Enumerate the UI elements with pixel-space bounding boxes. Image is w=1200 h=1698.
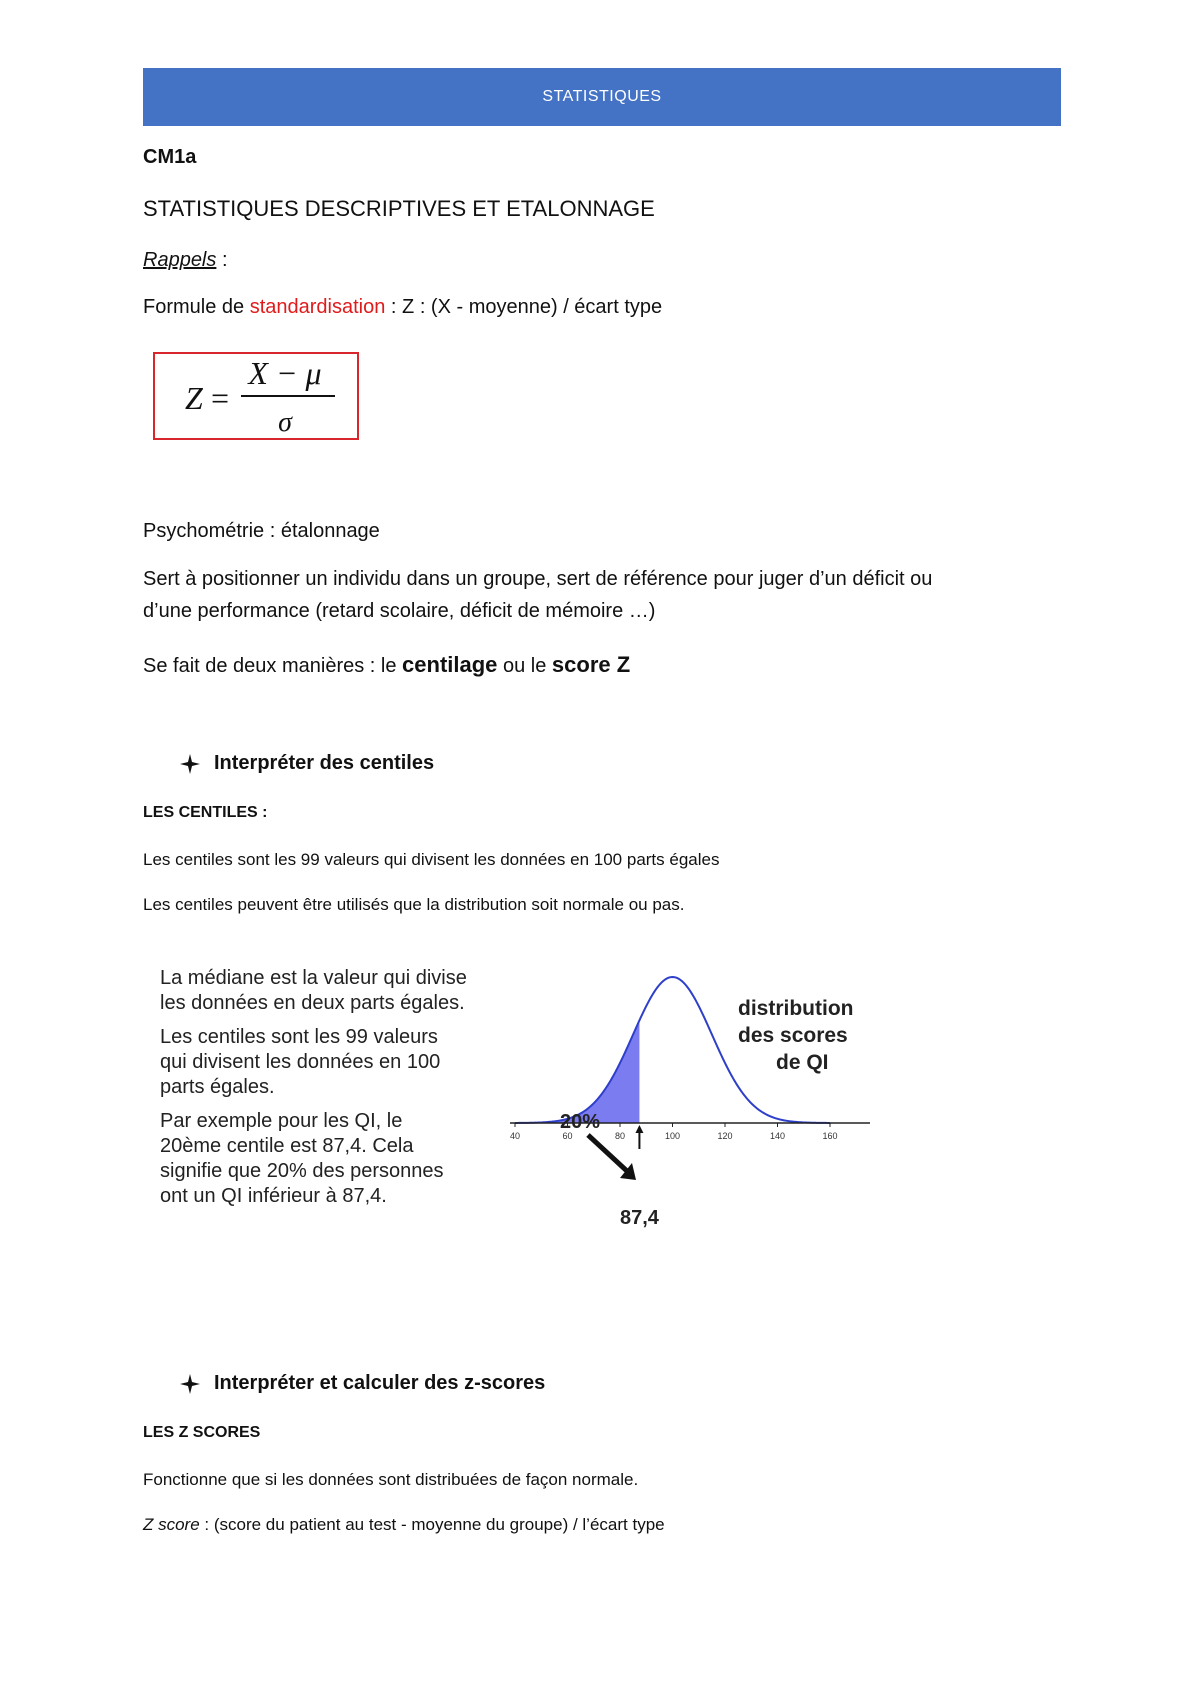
section-title: STATISTIQUES DESCRIPTIVES ET ETALONNAGE — [143, 196, 655, 221]
centiles-heading: LES CENTILES : — [143, 804, 268, 821]
x-tick-label-140: 140 — [769, 1131, 786, 1141]
rappels-colon: : — [216, 249, 228, 271]
formula-eq: = — [211, 380, 230, 416]
distribution-label-line-3: de QI — [776, 1051, 829, 1074]
x-tick-label-80: 80 — [614, 1131, 626, 1141]
zscores-paragraph-1: Fonctionne que si les données sont distribuées de façon normale. — [143, 1470, 639, 1489]
marker-label: 87,4 — [619, 1207, 659, 1229]
figure-para-2-line-2: qui divisent les données en 100 — [160, 1051, 441, 1073]
bullet-centiles — [180, 752, 434, 775]
formula-image — [153, 352, 359, 440]
rappels-line — [143, 249, 228, 272]
formula-line — [143, 296, 662, 319]
se-fait-centilage: centilage — [402, 652, 498, 677]
x-tick-label-100: 100 — [664, 1131, 681, 1141]
figure-para-3-line-1: Par exemple pour les QI, le — [160, 1110, 403, 1132]
se-fait-p1: Se fait de deux manières : le — [143, 655, 403, 677]
zscore-def-rest: : (score du patient au test - moyenne du groupe) / l’écart type — [199, 1515, 665, 1534]
marker-head — [635, 1125, 643, 1133]
x-tick-label-60: 60 — [562, 1131, 573, 1141]
bullet-centiles-label: Interpréter des centiles — [214, 752, 435, 774]
four-point-star-icon — [180, 754, 200, 774]
iq-distribution-chart — [510, 965, 880, 1235]
x-tick-label-160: 160 — [822, 1131, 838, 1141]
bullet-zscores-label: Interpréter et calculer des z-scores — [214, 1372, 546, 1394]
se-fait-score-z: score Z — [551, 652, 631, 677]
distribution-label-line-1: distribution — [738, 997, 854, 1020]
figure-para-1-line-2: les données en deux parts égales. — [160, 992, 465, 1014]
figure-para-2-line-1: Les centiles sont les 99 valeurs — [160, 1026, 438, 1048]
header-banner — [143, 68, 1061, 126]
zscore-def-label: Z score — [143, 1515, 200, 1534]
formula-svg — [155, 354, 361, 442]
formula-prefix: Formule de — [143, 296, 250, 318]
centiles-paragraph-1: Les centiles sont les 99 valeurs qui divisent les données en 100 parts égales — [143, 850, 720, 869]
arrow-icon — [588, 1135, 636, 1180]
zscore-definition — [143, 1515, 665, 1535]
centiles-paragraph-2: Les centiles peuvent être utilisés que la distribution soit normale ou pas. — [143, 895, 685, 914]
figure-para-3 — [160, 1109, 467, 1209]
distribution-label-line-2: des scores — [738, 1024, 848, 1047]
four-point-star-icon — [180, 1374, 200, 1394]
shaded-area-20pct — [515, 1020, 639, 1123]
percent-label: 20% — [560, 1111, 601, 1133]
sert-line-2: d’une performance (retard scolaire, déficit de mémoire …) — [143, 600, 656, 622]
figure-para-3-line-4: ont un QI inférieur à 87,4. — [160, 1185, 387, 1207]
se-fait-p2: ou le — [497, 655, 552, 677]
figure-para-1-line-1: La médiane est la valeur qui divise — [160, 967, 467, 989]
marker-arrow-icon — [635, 1125, 643, 1149]
figure-para-1 — [160, 966, 467, 1016]
formula-denominator: σ — [278, 407, 292, 438]
formula-highlight: standardisation — [249, 296, 386, 318]
figure-para-2 — [160, 1025, 467, 1100]
bullet-zscores — [180, 1372, 545, 1395]
x-tick-label-40: 40 — [510, 1131, 521, 1141]
figure-para-2-line-3: parts égales. — [160, 1076, 275, 1098]
formula-lhs: Z — [185, 380, 203, 416]
se-fait-line — [143, 652, 630, 678]
x-tick-label-120: 120 — [717, 1131, 733, 1141]
rappels-label: Rappels — [143, 249, 217, 271]
formula-suffix: : Z : (X - moyenne) / écart type — [385, 296, 663, 318]
sert-line-1: Sert à positionner un individu dans un groupe, sert de référence pour juger d’un déficit ou — [143, 568, 933, 590]
figure-text — [160, 966, 467, 1218]
formula-numerator: X − μ — [248, 355, 322, 391]
header-title: STATISTIQUES — [542, 88, 662, 105]
zscores-heading: LES Z SCORES — [143, 1424, 261, 1441]
figure-para-3-line-3: signifie que 20% des personnes — [160, 1160, 444, 1182]
figure-para-3-line-2: 20ème centile est 87,4. Cela — [160, 1135, 414, 1157]
course-code: CM1a — [143, 146, 197, 168]
psychometrie-line: Psychométrie : étalonnage — [143, 520, 380, 542]
